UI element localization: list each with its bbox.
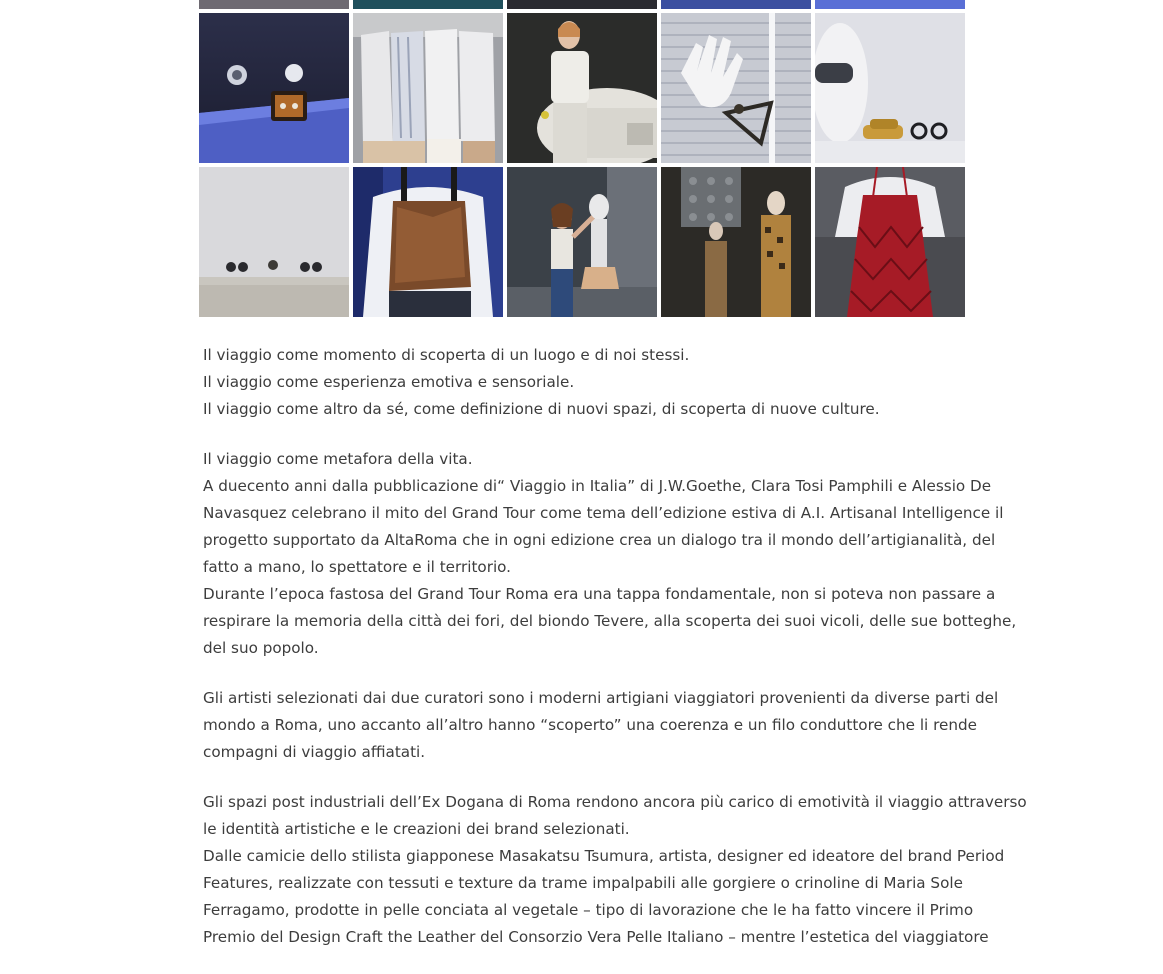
paragraph-line: Il viaggio come altro da sé, come definizione di nuovi spazi, di scoperta di nuove culture.	[203, 400, 880, 418]
paragraph-line: Ferragamo, prodotte in pelle conciata al vegetale – tipo di lavorazione che le ha fatto vincere il Primo	[203, 901, 974, 919]
gallery-thumbnail[interactable]	[353, 0, 503, 9]
paragraph-line: Features, realizzate con tessuti e texture da trame impalpabili alle gorgiere o crinoline di Maria Sole	[203, 874, 963, 892]
red-dress-photo	[815, 167, 965, 317]
sunglasses-shelf-photo	[199, 167, 349, 317]
article-body	[203, 342, 1027, 974]
gallery-thumbnail[interactable]	[815, 0, 965, 9]
paragraph-line: Gli spazi post industriali dell’Ex Dogana di Roma rendono ancora più carico di emotività il viaggio attraverso	[203, 793, 1027, 811]
gallery-thumbnail[interactable]	[199, 167, 349, 317]
gallery-thumbnail[interactable]	[507, 167, 657, 317]
patterned-garments-photo	[661, 167, 811, 317]
gallery-thumbnail[interactable]	[815, 13, 965, 163]
paragraph-line: Il viaggio come momento di scoperta di un luogo e di noi stessi.	[203, 346, 690, 364]
paragraph-line: compagni di viaggio affiatati.	[203, 743, 426, 761]
hanging-shirts-photo	[353, 13, 503, 163]
paragraph-line: progetto supportato da AltaRoma che in ogni edizione crea un dialogo tra il mondo dell’artigianalità, del	[203, 531, 996, 549]
paragraph-line: respirare la memoria della città dei fori, del biondo Tevere, alla scoperta dei suoi vicoli, delle sue botteghe,	[203, 612, 1017, 630]
gallery-thumbnail[interactable]	[661, 0, 811, 9]
gallery-thumbnail[interactable]	[353, 167, 503, 317]
fur-top-photo	[353, 167, 503, 317]
photo-gallery	[199, 0, 965, 321]
hand-sextant-photo	[661, 13, 811, 163]
gallery-thumbnail[interactable]	[199, 0, 349, 9]
gallery-row	[199, 13, 965, 163]
woman-mannequin-photo	[507, 167, 657, 317]
paragraph-line: Navasquez celebrano il mito del Grand Tour come tema dell’edizione estiva di A.I. Artisanal Intelligence il	[203, 504, 1004, 522]
paragraph-line: Il viaggio come esperienza emotiva e sensoriale.	[203, 373, 575, 391]
gallery-row-partial	[199, 0, 965, 9]
paragraph-line: fatto a mano, lo spettatore e il territorio.	[203, 558, 512, 576]
paragraph-line: Dalle camicie dello stilista giapponese Masakatsu Tsumura, artista, designer ed ideatore del brand Period	[203, 847, 1005, 865]
goggles-binoculars-photo	[815, 13, 965, 163]
jewelry-display-photo	[199, 13, 349, 163]
paragraph-line: Gli artisti selezionati dai due curatori sono i moderni artigiani viaggiatori provenienti da diverse parti del	[203, 689, 999, 707]
article-paragraph	[203, 789, 1027, 951]
paragraph-line: A duecento anni dalla pubblicazione di“ Viaggio in Italia” di J.W.Goethe, Clara Tosi Pamphili e Alessio De	[203, 477, 992, 495]
gallery-thumbnail[interactable]	[815, 167, 965, 317]
gallery-thumbnail[interactable]	[661, 13, 811, 163]
woman-car-photo	[507, 13, 657, 163]
paragraph-line: le identità artistiche e le creazioni dei brand selezionati.	[203, 820, 630, 838]
gallery-thumbnail[interactable]	[507, 0, 657, 9]
article-paragraph	[203, 446, 1017, 662]
article-paragraph	[203, 685, 999, 766]
gallery-row	[199, 167, 965, 317]
gallery-thumbnail[interactable]	[353, 13, 503, 163]
paragraph-line: Il viaggio come metafora della vita.	[203, 450, 473, 468]
gallery-thumbnail[interactable]	[507, 13, 657, 163]
article-paragraph	[203, 342, 993, 423]
gallery-thumbnail[interactable]	[199, 13, 349, 163]
paragraph-line: Premio del Design Craft the Leather del Consorzio Vera Pelle Italiano – mentre l’estetica del viaggiatore	[203, 928, 989, 946]
gallery-thumbnail[interactable]	[661, 167, 811, 317]
paragraph-line: del suo popolo.	[203, 639, 319, 657]
paragraph-line: Durante l’epoca fastosa del Grand Tour Roma era una tappa fondamentale, non si poteva non passare a	[203, 585, 996, 603]
paragraph-line: mondo a Roma, uno accanto all’altro hanno “scoperto” una coerenza e un filo conduttore che li rende	[203, 716, 977, 734]
